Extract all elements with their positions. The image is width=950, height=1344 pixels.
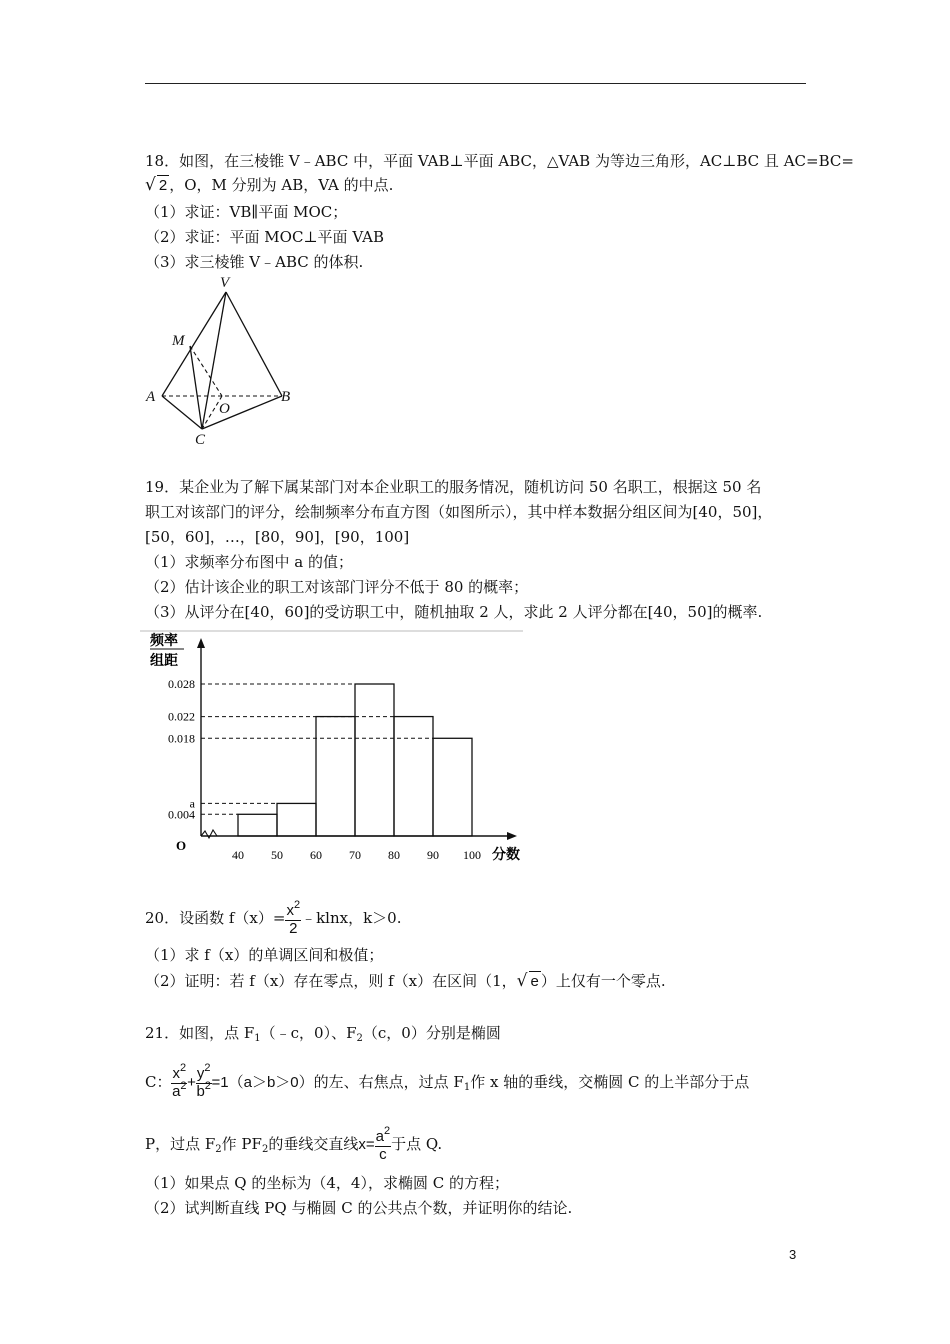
q21-l2a: 的左、右焦点，过点 F (313, 1073, 464, 1091)
histogram-bar (277, 803, 316, 836)
histogram-bar (394, 717, 433, 836)
ex-num: x (172, 1064, 180, 1082)
q21-l3b: 作 PF (221, 1135, 262, 1153)
sqrt-symbol: √ (145, 175, 156, 195)
xlabel: 分数 (492, 848, 520, 863)
page-number: 3 (789, 1247, 797, 1262)
y-tick-label: 0.004 (168, 807, 195, 822)
q21-item-1: （1）如果点 Q 的坐标为（4，4），求椭圆 C 的方程； (145, 1174, 509, 1192)
histogram-bar (433, 738, 472, 836)
q20-prefix: 20．设函数 f（x）= (145, 909, 286, 927)
q19-line1: 19．某企业为了解下属某部门对本企业职工的服务情况，随机访问 50 名职工，根据这 50 名 (145, 478, 762, 496)
y-tick-label: 0.022 (168, 709, 195, 724)
ex-den: a (172, 1082, 181, 1100)
q21-l3c: 的垂线交直线 (268, 1135, 359, 1153)
q21-l2b: 作 x 轴的垂线，交椭圆 C 的上半部分于点 (470, 1073, 750, 1091)
q21-item-2: （2）试判断直线 PQ 与椭圆 C 的公共点个数，并证明你的结论. (145, 1199, 573, 1217)
q19-item-2: （2）估计该企业的职工对该部门评分不低于 80 的概率； (145, 578, 529, 596)
x-squared-over-2 (285, 898, 301, 937)
y-tick-label: a (189, 796, 195, 811)
header-rule (145, 83, 806, 84)
x2-over-a2 (171, 1061, 187, 1101)
q20-suffix: ﹣klnx，k＞0. (301, 909, 402, 927)
label-B: B (281, 389, 291, 405)
y-axis-arrow (197, 638, 205, 648)
sub-2: 2 (356, 1033, 363, 1044)
ey-exp: 2 (204, 1061, 211, 1074)
equals-one: =1 (211, 1074, 229, 1091)
label-M: M (172, 333, 185, 349)
sub-1b: 1 (463, 1082, 471, 1093)
label-C: C (195, 432, 206, 448)
x-tick-label: 100 (463, 848, 481, 862)
sub-2c: 2 (261, 1144, 269, 1155)
x-tick-label: 90 (427, 848, 439, 862)
ey-num: y (196, 1064, 205, 1082)
q21-line1 (145, 1023, 501, 1046)
xnum: a (375, 1127, 384, 1145)
y2-over-b2 (196, 1061, 212, 1101)
origin-label: O (176, 838, 187, 853)
label-V: V (220, 275, 230, 291)
q21-l3d: 于点 Q. (391, 1135, 443, 1153)
x-axis-arrow (507, 832, 517, 840)
q18-line2-text: ，O，M 分别为 AB，VA 的中点. (169, 176, 394, 194)
edge-AC (162, 396, 202, 429)
q18-line1: 18．如图，在三棱锥 V﹣ABC 中，平面 VAB⊥平面 ABC，△VAB 为等边三角形，AC⊥BC 且 AC=BC= (145, 152, 854, 170)
q21-line2 (145, 1058, 749, 1109)
ellipse-prefix: C： (145, 1073, 172, 1091)
x-tick-label: 60 (310, 848, 322, 862)
q20-item-2 (145, 971, 666, 992)
histogram-bar (238, 814, 277, 836)
histogram-bar (355, 684, 394, 836)
tetrahedron-figure (140, 272, 310, 452)
frac-den: 2 (289, 919, 298, 937)
plus: + (187, 1074, 196, 1091)
q19-item-3: （3）从评分在[40，60]的受访职工中，随机抽取 2 人，求此 2 人评分都在[40，50]的概率. (145, 603, 763, 621)
ey-den: b (196, 1082, 205, 1100)
x-tick-label: 40 (232, 848, 244, 862)
q19-line3: [50，60]，…，[80，90]，[90，100] (145, 528, 410, 546)
q20-line1 (145, 898, 401, 938)
q20-item-1: （1）求 f（x）的单调区间和极值； (145, 946, 384, 964)
label-O: O (219, 401, 230, 417)
q18-item-3: （3）求三棱锥 V﹣ABC 的体积. (145, 253, 364, 271)
q19-item-1: （1）求频率分布图中 a 的值； (145, 553, 354, 571)
histogram-bar (316, 717, 355, 836)
frac-exp: 2 (293, 898, 301, 911)
sqrt-symbol: √ (516, 971, 528, 991)
ylabel-bottom: 组距 (150, 654, 178, 669)
q18-line2 (145, 175, 393, 196)
sqrt-e: e (530, 973, 539, 990)
y-tick-label: 0.018 (168, 731, 195, 746)
sub-2b: 2 (215, 1144, 222, 1155)
edge-BC (202, 396, 282, 429)
q20-item2-pre: （2）证明：若 f（x）存在零点，则 f（x）在区间（1， (145, 972, 517, 990)
frac-num: x (286, 901, 294, 919)
xnum-exp: 2 (383, 1124, 391, 1137)
q18-item-1: （1）求证：VB∥平面 MOC； (145, 203, 348, 221)
xden: c (379, 1145, 387, 1163)
ey-den-exp: 2 (204, 1079, 211, 1092)
edge-VB (226, 292, 282, 396)
q19-line2: 职工对该部门的评分，绘制频率分布直方图（如图所示），其中样本数据分组区间为[40，50]， (145, 503, 773, 521)
q20-item2-post: ）上仅有一个零点. (540, 972, 666, 990)
edge-MC (190, 346, 202, 429)
sub-1: 1 (254, 1033, 261, 1044)
q21-line3 (145, 1124, 442, 1167)
a2-over-c (375, 1124, 391, 1163)
ylabel-top: 频率 (150, 634, 178, 649)
ex-den-exp: 2 (180, 1079, 187, 1092)
q21-l3a: P，过点 F (145, 1135, 216, 1153)
y-tick-label: 0.028 (168, 677, 195, 691)
x-tick-label: 70 (349, 848, 361, 862)
x-tick-label: 80 (388, 848, 400, 862)
label-A: A (146, 389, 156, 405)
q21-l1a: 21．如图，点 F (145, 1024, 255, 1042)
ex-exp: 2 (179, 1061, 187, 1074)
frequency-histogram (140, 628, 540, 868)
q21-l1c: （c，0）分别是椭圆 (362, 1024, 501, 1042)
x-tick-label: 50 (271, 848, 283, 862)
q18-item-2: （2）求证：平面 MOC⊥平面 VAB (145, 228, 384, 246)
sqrt-value: 2 (158, 177, 168, 194)
x-equals: x= (358, 1136, 375, 1153)
axis-break (201, 830, 217, 838)
edge-MO-hidden (190, 346, 222, 396)
condition: （a＞b＞0） (228, 1074, 314, 1091)
q21-l1b: （﹣c，0）、F (260, 1024, 357, 1042)
